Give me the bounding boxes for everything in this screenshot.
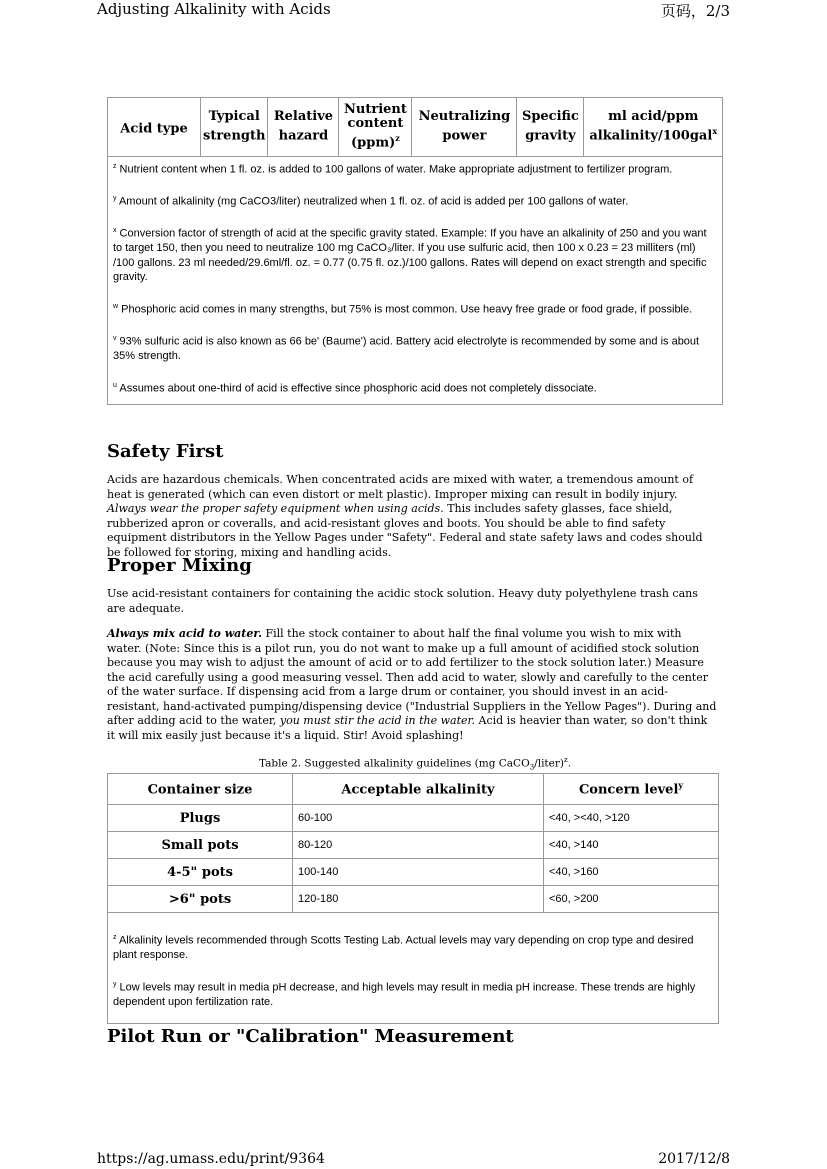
- alkalinity-table-notes-row: [108, 913, 719, 1024]
- safety-heading: Safety First: [107, 441, 224, 462]
- container-size-cell: 4-5" pots: [108, 859, 293, 886]
- table-row: [108, 859, 719, 886]
- safety-paragraph: Acids are hazardous chemicals. When concentrated acids are mixed with water, a tremendous amount of heat is generated (which can even distort or melt plastic). Improper mixing can result in bodily injury. Always wear the proper safety equipment when using acids. This includes safety glasses, face shield, rubberized apron or coveralls, and acid-resistant gloves and boots. You should be able to find safety equipment distributors in the Yellow Pages under "Safety". Federal and state safety laws and codes should be followed for storing, mixing and handling acids.: [107, 473, 703, 559]
- acid-table-notes: [108, 157, 723, 405]
- footnote: $^y$ Low levels may result in media pH decrease, and high levels may result in media pH increase. These trends are highly dependent upon fertilization rate.: [113, 980, 696, 1008]
- page-footer-date: 2017/12/8: [658, 1151, 730, 1167]
- header-neutralizing-power: Neutralizing power: [412, 98, 517, 157]
- alkalinity-table: [107, 773, 719, 1024]
- mixing-paragraph-1: Use acid-resistant containers for containing the acidic stock solution. Heavy duty polyethylene trash cans are adequate.: [107, 587, 698, 615]
- concern-level-cell: <40, ><40, >120: [544, 805, 719, 832]
- alkalinity-table-header-row: [108, 774, 719, 805]
- acceptable-alkalinity-cell: 120-180: [293, 886, 544, 913]
- table-row: [108, 886, 719, 913]
- footnote: $^z$ Alkalinity levels recommended through Scotts Testing Lab. Actual levels may vary depending on crop type and desired plant response.: [113, 934, 694, 962]
- header-relative-hazard: Relative hazard: [268, 98, 339, 157]
- concern-level-cell: <40, >140: [544, 832, 719, 859]
- mixing-heading: Proper Mixing: [107, 555, 252, 576]
- acid-table-header-row: [108, 98, 723, 157]
- acceptable-alkalinity-cell: 80-120: [293, 832, 544, 859]
- page-footer-url: https://ag.umass.edu/print/9364: [97, 1151, 325, 1167]
- header-typical-strength: Typical strength: [201, 98, 268, 157]
- header-nutrient-content: Nutrient content (ppm)$^z$: [339, 98, 412, 157]
- concern-level-cell: <40, >160: [544, 859, 719, 886]
- mixing-paragraph-2: Always mix acid to water. Fill the stock container to about half the final volume you wish to mix with water. (Note: Since this is a pilot run, you do not want to make up a full amount of acidified stock solution because you may wish to adjust the amount of acid or to add fertilizer to the stock solution later.) Measure the acid carefully using a good measuring vessel. Then add acid to water, slowly and carefully to the center of the water surface. If dispensing acid from a large drum or container, you should invest in an acid-resistant, hand-activated pumping/dispensing device ("Industrial Suppliers in the Yellow Pages"). During and after adding acid to the water, you must stir the acid in the water. Acid is heavier than water, so don't think it will mix easily just because it's a liquid. Stir! Avoid splashing!: [107, 627, 717, 742]
- header-concern-level: Concern level$^y$: [544, 774, 719, 805]
- header-container-size: Container size: [108, 774, 293, 805]
- acceptable-alkalinity-cell: 100-140: [293, 859, 544, 886]
- footnote: $^v$ 93% sulfuric acid is also known as 66 be' (Baume') acid. Battery acid electrolyte is recommended by some and is about 35% strength.: [113, 335, 700, 363]
- container-size-cell: Small pots: [108, 832, 293, 859]
- header-ml-acid: ml acid/ppm alkalinity/100gal$^x$: [584, 98, 723, 157]
- footnote: $^x$ Conversion factor of strength of acid at the specific gravity stated. Example: If you have an alkalinity of 250 and you want to target 150, then you need to neutralize 100 mg CaCO₃/liter. If you use sulfuric acid, then 100 x 0.23 = 23 milliters (ml) /100 gallons. 23 ml needed/29.6ml/fl. oz. = 0.77 (0.75 fl. oz.)/100 gallons. Rates will depend on exact strength and specific gravity.: [113, 227, 707, 284]
- pilot-run-heading: Pilot Run or "Calibration" Measurement: [107, 1026, 514, 1047]
- footnote: $^w$ Phosphoric acid comes in many strengths, but 75% is most common. Use heavy free grade or food grade, if possible.: [113, 302, 693, 316]
- acceptable-alkalinity-cell: 60-100: [293, 805, 544, 832]
- container-size-cell: Plugs: [108, 805, 293, 832]
- footnote: $^y$ Amount of alkalinity (mg CaCO3/liter) neutralized when 1 fl. oz. of acid is added per 100 gallons of water.: [113, 195, 629, 208]
- page-header-title: Adjusting Alkalinity with Acids: [97, 0, 331, 18]
- table-row: [108, 832, 719, 859]
- table-row: [108, 805, 719, 832]
- page-header-number: 页码，2/3: [660, 2, 730, 20]
- acid-table-notes-row: [108, 157, 723, 405]
- concern-level-cell: <60, >200: [544, 886, 719, 913]
- header-acceptable-alkalinity: Acceptable alkalinity: [293, 774, 544, 805]
- table2-caption: Table 2. Suggested alkalinity guidelines (mg CaCO$_3$/liter)$^z$.: [258, 756, 572, 772]
- acid-table: [107, 97, 723, 405]
- container-size-cell: >6" pots: [108, 886, 293, 913]
- footnote: $^z$ Nutrient content when 1 fl. oz. is added to 100 gallons of water. Make appropriate adjustment to fertilizer program.: [113, 163, 673, 176]
- header-specific-gravity: Specific gravity: [517, 98, 584, 157]
- alkalinity-table-notes: [108, 913, 719, 1024]
- footnote: $^u$ Assumes about one-third of acid is effective since phosphoric acid does not completely dissociate.: [113, 381, 597, 395]
- header-acid-type: Acid type: [108, 98, 201, 157]
